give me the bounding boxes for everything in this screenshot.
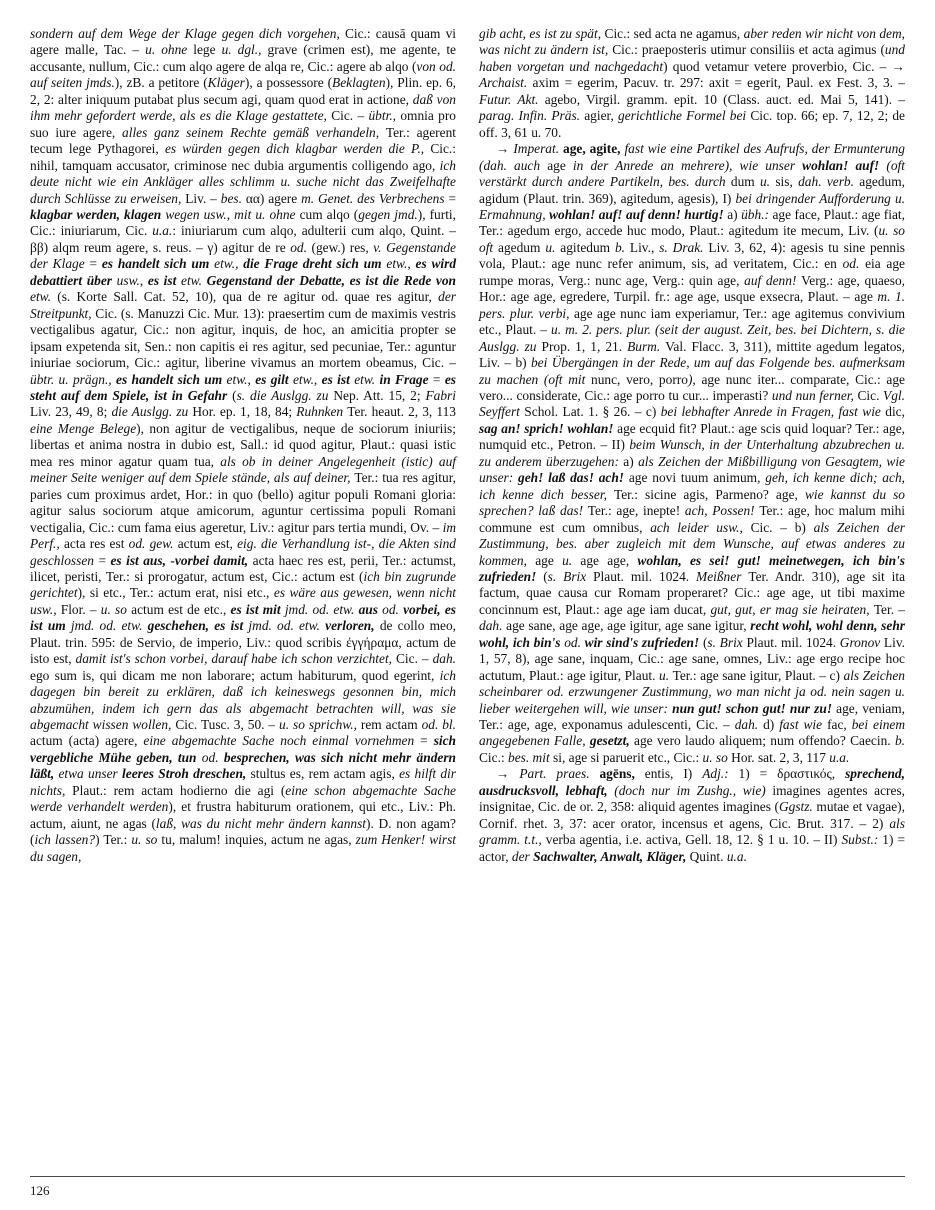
text-run: als ob in deiner Angelegenheit (istic) auf meiner Seite weniger auf dem Spiele stände, als auf deiner, bbox=[30, 453, 457, 486]
text-run: Liv. 1, 57, 8), age sane, inquam, Cic.: age sane, omnes, Liv.: age ergo recipe hoc actutum, Plaut.: age igitur, Plaut. bbox=[479, 634, 905, 683]
text-run: lege bbox=[193, 42, 222, 58]
text-run: Ter. – bbox=[873, 601, 905, 617]
text-run: als gramm. t.t., bbox=[479, 815, 905, 848]
text-run: ( bbox=[543, 568, 548, 584]
text-run: grave (crimen est), me agente, te accusante, nullum, Cic.: cum alqo agere de alqa re, Cic.: agere ab alqo ( bbox=[30, 42, 456, 74]
text-run: age face, Plaut.: age fiat, Ter.: agedum ergo, accede huc modo, Plaut.: agitedum ite mecum, Liv. ( bbox=[479, 206, 905, 239]
text-run: ), zB. a petitore ( bbox=[114, 75, 208, 91]
text-run: Imperat. bbox=[513, 141, 564, 157]
text-run: u. bbox=[545, 239, 561, 255]
text-run: Kläger bbox=[207, 75, 245, 91]
text-run: etwa unser bbox=[58, 766, 123, 782]
text-run: rem actam bbox=[360, 717, 422, 733]
text-run: Schol. Lat. 1. § 26. – c) bbox=[524, 404, 661, 420]
text-run: ), a possessore ( bbox=[244, 75, 333, 91]
text-run: Ggstz. bbox=[778, 799, 817, 815]
text-run: daß von ihm mehr gefordert werde, als es die Klage gestattete, bbox=[30, 91, 456, 124]
text-run: dah. bbox=[432, 651, 456, 667]
text-run: = bbox=[432, 371, 445, 387]
text-run: fac, bbox=[827, 717, 852, 733]
paragraph bbox=[479, 26, 905, 141]
text-run: Cic. – bbox=[395, 651, 433, 667]
text-run: wohlan! auf! bbox=[802, 157, 887, 173]
text-run: gegen jmd. bbox=[358, 206, 418, 222]
text-run: bei Übergängen in der Rede, um auf das Folgende bes. aufmerksam zu machen (oft mit bbox=[479, 355, 905, 387]
text-run: u. so bbox=[702, 749, 732, 765]
text-run: u. so sprichw., bbox=[279, 717, 361, 733]
text-run: Liv. 23, 49, 8; bbox=[30, 404, 112, 420]
text-run: Cic.: bbox=[479, 749, 509, 765]
text-run: age nunc iter... comparate, Cic.: age vero... considerate, Cic.: age porro tu cur... imperasti? bbox=[479, 371, 905, 403]
text-run: und nun ferner, bbox=[771, 387, 858, 403]
text-run: Ruhnken bbox=[296, 404, 348, 420]
text-run: der bbox=[511, 848, 534, 864]
text-run: bes. mit bbox=[508, 749, 554, 765]
text-run: b. bbox=[894, 733, 906, 749]
text-run: ), non agitur de vectigalibus, neque de sociorum iniuriis; libertas et anima nostra in dubio est, Sall.: id quod agitur, Plaut.: quasi istic mea res minor agatur quam tua, bbox=[30, 420, 456, 469]
text-run: fast wie eine Partikel des Aufrufs, der Ermunterung (dah. auch bbox=[479, 141, 905, 173]
text-run: mutae et vagae), Cornif. rhet. 3, 37: acer orator, incensus et agens, Cic. Brut. 317. – 2) bbox=[479, 799, 905, 831]
text-run: Gegenstand der Debatte, es ist die Rede von bbox=[206, 272, 456, 288]
text-run: ( bbox=[232, 387, 237, 403]
text-run: ich bin zugrunde gerichtet bbox=[30, 568, 456, 601]
text-run: in Frage bbox=[379, 371, 433, 387]
text-run: bes. bbox=[220, 190, 246, 206]
text-run: od. bl. bbox=[421, 717, 456, 733]
text-run: u. bbox=[759, 174, 776, 190]
text-run: wegen usw., mit u. ohne bbox=[165, 206, 300, 222]
text-run: ego sum is, qui dicam me non laborare; actum habiturum, quod egerint, bbox=[30, 667, 440, 683]
text-run: und haben vorgetan und nachgedacht bbox=[479, 42, 905, 74]
text-run: (gew.) res, bbox=[311, 239, 374, 255]
text-run: Archaist. bbox=[479, 75, 533, 91]
text-run: αα) agere bbox=[245, 190, 302, 206]
text-run: wohlan, es sei! gut! meinetwegen, ich bin's zufrieden! bbox=[479, 552, 905, 584]
text-run: als Zeichen der Mißbilligung von Gesagtem, wie unser: bbox=[479, 453, 905, 486]
text-run: etw. bbox=[30, 289, 58, 305]
text-run: 1) = actor, bbox=[479, 832, 905, 864]
text-run: entis, I) bbox=[644, 766, 703, 782]
text-run: Cic. top. 66; ep. 7, 12, 2; de off. 3, 61 u. 70. bbox=[479, 108, 906, 140]
text-run: geh, ich kenne dich; ach, ich kenne dich besser, bbox=[479, 470, 905, 502]
text-run: od. bbox=[290, 239, 312, 255]
text-run: Cic. – bbox=[331, 108, 369, 124]
text-run: recht wohl, wohl denn, sehr wohl, ich bin's bbox=[479, 618, 905, 650]
text-run: age ecquid fit? Plaut.: age scis quid loquar? Ter.: age, numquid etc., Petron. – II) bbox=[479, 420, 905, 453]
footer-divider bbox=[30, 1176, 905, 1177]
text-run: a) bbox=[727, 206, 742, 222]
text-run: age bbox=[547, 157, 573, 173]
text-run: ich deute nicht wie ein Ankläger alles schlimm u. suche nicht das Zweifelhafte durch Schlüsse zu erweisen, bbox=[30, 157, 456, 206]
text-run: es würden gegen dich klagbar werden die P., bbox=[164, 141, 431, 157]
text-run: acta haec res est, perii, Ter.: actumst, ilicet, peristi, Ter.: si prorogatur, actum est, Cic.: actum est ( bbox=[30, 552, 456, 584]
text-run: u. so oft bbox=[479, 223, 905, 255]
text-run: ), Plin. ep. 6, 2, 2: alter iniquum putabat plus secum agi, quam quod erat in actione, bbox=[30, 75, 457, 107]
text-run: sprechend, ausdrucksvoll, lebhaft, bbox=[479, 766, 905, 798]
text-run: = bbox=[98, 552, 111, 568]
text-run: Flor. – bbox=[60, 601, 101, 617]
text-run: ach leider usw., bbox=[650, 519, 751, 535]
text-run: age, agite, bbox=[563, 141, 625, 157]
text-run: die Frage dreht sich um bbox=[243, 256, 387, 272]
text-run: od. gew. bbox=[128, 536, 178, 552]
text-run: alles ganz seinem Rechte gemäß verhandeln, bbox=[122, 124, 386, 140]
text-run: ) Ter.: bbox=[95, 832, 132, 848]
text-run: laß, was du nicht mehr ändern kannst bbox=[155, 815, 367, 831]
text-run: Gronov bbox=[839, 634, 884, 650]
text-run: ach, Possen! bbox=[684, 503, 760, 519]
text-run: Ter. heaut. 2, 3, 113 bbox=[347, 404, 456, 420]
text-run: es ist mit bbox=[230, 601, 285, 617]
text-run: Hor. ep. 1, 18, 84; bbox=[192, 404, 297, 420]
text-run: bei dringender Aufforderung u. Ermahnung, bbox=[479, 190, 905, 222]
text-run: es handelt sich um bbox=[116, 371, 227, 387]
text-run: von od. auf seiten jmds. bbox=[30, 58, 456, 91]
text-run: Ter.: tua res agitur, paries cum proximus ardet, Hor.: in quo (bello) agitur populi Romani gloria: agitur salus sociorum atque amicorum, aguntur certissima populi Romani vectigalia, Cic.: cum fama eius ageretur, Liv.: agitur pars tertia mundi, Ov. – bbox=[30, 470, 456, 535]
text-run: Quint. bbox=[689, 848, 727, 864]
page-footer bbox=[30, 1176, 905, 1200]
text-run: eine Menge Belege bbox=[30, 420, 137, 436]
text-run: es wäre aus gewesen, wenn nicht usw., bbox=[30, 585, 456, 617]
text-run: es gilt bbox=[255, 371, 293, 387]
text-run: Plaut. mil. 1024. bbox=[746, 634, 840, 650]
text-run: gerichtliche Formel bei bbox=[618, 108, 751, 124]
text-run: die Auslgg. zu bbox=[111, 404, 193, 420]
text-run: de collo meo, Plaut. trin. 595: de Servio, de imperio, Liv.: quod scribis ἐγγήραμα, actum de isto est, bbox=[30, 618, 457, 667]
text-run: damit ist's schon vorbei, darauf habe ich schon verzichtet, bbox=[75, 651, 396, 667]
text-run: agedum bbox=[498, 239, 546, 255]
text-run: Plaut. mil. 1024. bbox=[593, 568, 697, 584]
text-run: Cic. Tusc. 3, 50. – bbox=[175, 717, 280, 733]
text-run: stultus es, rem actam agis, bbox=[250, 766, 400, 782]
text-run: wohlan! auf! auf denn! hurtig! bbox=[549, 206, 728, 222]
text-run: dah. bbox=[734, 717, 764, 733]
text-run: u.a. bbox=[829, 749, 850, 765]
text-run: besprechen, was sich nicht mehr ändern läßt, bbox=[30, 749, 456, 782]
text-run: Vgl. Seyffert bbox=[479, 387, 905, 420]
text-run: omnia pro suo iure agere, bbox=[30, 108, 456, 140]
text-run: in der Anrede an mehrere), wie unser bbox=[572, 157, 803, 173]
text-run: Part. praes. bbox=[519, 766, 600, 782]
text-run: tu, malum! inquies, actum ne agas, bbox=[161, 832, 356, 848]
text-run: parag. Infin. Präs. bbox=[479, 108, 585, 124]
text-run: v. Gegenstande der Klage bbox=[30, 239, 456, 272]
text-run: sis, bbox=[775, 174, 799, 190]
text-run: wir sind's zufrieden! bbox=[584, 634, 703, 650]
text-run: es ist bbox=[321, 371, 355, 387]
text-run: (s. Korte Sall. Cat. 52, 10), qua de re agitur od. quae res agitur, bbox=[57, 289, 439, 305]
text-run: agēns, bbox=[599, 766, 645, 782]
text-run: auf denn! bbox=[744, 272, 802, 288]
text-run: u. ohne bbox=[145, 42, 194, 58]
text-run: eine schon abgemachte Sache werde verhandelt werden bbox=[30, 782, 456, 815]
text-run: gesetzt, bbox=[589, 733, 635, 749]
text-run: ich dagegen bin bereit zu erklären, daß ich keineswegs gesonnen bin, mich abzumühen, indem ich gern das als abgemacht betrachten will, was sie abgemacht wissen wollen, bbox=[30, 667, 456, 733]
text-run: → bbox=[496, 766, 520, 782]
text-run: ), si etc., Ter.: actum erat, nisi etc., bbox=[77, 585, 274, 601]
text-run: u.a. bbox=[152, 223, 173, 239]
text-columns bbox=[30, 26, 905, 865]
text-run: sag an! sprich! wohlan! bbox=[479, 420, 618, 436]
text-run: u.a. bbox=[726, 848, 747, 864]
text-run: si, age si paruerit etc., Cic.: bbox=[553, 749, 703, 765]
text-run: gib acht, es ist zu spät, bbox=[479, 26, 605, 41]
text-run: dic, bbox=[885, 404, 905, 420]
text-run: sondern auf dem Wege der Klage gegen dich vorgehen, bbox=[30, 26, 345, 41]
text-run: Ter.: age, inepte! bbox=[587, 503, 685, 519]
text-run: Val. Flacc. 3, 311), mittite agedum legatos, Liv. – b) bbox=[479, 338, 905, 371]
text-run: eine abgemachte Sache noch einmal vornehmen bbox=[143, 733, 421, 749]
text-run: usw., bbox=[116, 272, 148, 288]
text-run: Cic.: sed acta ne agamus, bbox=[604, 26, 744, 41]
text-run: als Zeichen der Zustimmung, bes. aber zugleich mit dem Wunsche, auf etwas anderes zu kommen, bbox=[479, 519, 905, 568]
text-run: s. Brix bbox=[547, 568, 594, 584]
text-run: jmd. od. etw. bbox=[248, 618, 326, 634]
text-run: Liv. 3, 62, 4): agesis tu sine pennis vola, Plaut.: age nunc refer animum, sis, ad veritatem, Cic.: en bbox=[479, 239, 906, 272]
text-run: agebo, Virgil. gramm. epit. 10 (Class. auct. ed. Mai 5, 141). – bbox=[544, 91, 905, 107]
text-run: dum bbox=[730, 174, 760, 190]
text-run: geh! laß das! ach! bbox=[518, 470, 629, 486]
text-run: verba agentia, i.e. activa, Gell. 18, 12. § 1 u. 10. – II) bbox=[545, 832, 842, 848]
text-run: Fabri bbox=[425, 387, 456, 403]
text-run: u. m. 2. pers. plur. (seit der august. Zeit, bes. bei Dichtern, s. die Auslgg. zu bbox=[479, 322, 905, 354]
text-run: Ter.: agerent tecum lege Pythagorei, bbox=[30, 124, 456, 157]
text-run: Nep. Att. 15, 2; bbox=[333, 387, 426, 403]
text-run: nunc, vero, porro bbox=[591, 371, 688, 387]
text-run: ). D. non agam? ( bbox=[30, 815, 456, 848]
text-run: actum est, bbox=[177, 536, 238, 552]
text-run: klagbar werden, klagen bbox=[30, 206, 166, 222]
text-run: Futur. Akt. bbox=[479, 91, 545, 107]
text-run: imagines agentes acres, insignitae, Cic. de or. 2, 358: aliquid agentes imagines ( bbox=[479, 782, 906, 815]
text-run: gut, gut, er mag sie heiraten, bbox=[710, 601, 874, 617]
text-run: etw., bbox=[226, 371, 256, 387]
text-run: u. bbox=[659, 667, 673, 683]
text-run: ich lassen? bbox=[34, 832, 96, 848]
text-run: Beklagten bbox=[332, 75, 386, 91]
text-run: Cic.: praeposteris utimur consiliis et acta agimus ( bbox=[612, 42, 885, 58]
text-run: age, veniam, Ter.: age, age, exponamus adulescenti, Cic. – bbox=[479, 700, 906, 733]
text-run: verloren, bbox=[325, 618, 380, 634]
text-run: Liv., bbox=[629, 239, 660, 255]
text-run: s. die Auslgg. zu bbox=[236, 387, 334, 403]
text-run: geschehen, es ist bbox=[147, 618, 249, 634]
text-run: od. bbox=[382, 601, 404, 617]
text-run: u. bbox=[562, 552, 581, 568]
text-run: = bbox=[448, 190, 457, 206]
text-run: vorbei, es ist um bbox=[30, 601, 456, 634]
text-run: zum Henker! wirst du sagen, bbox=[30, 832, 457, 864]
text-run: Adj.: bbox=[702, 766, 739, 782]
text-run: beim Wunsch, in der Unterhaltung abzubrechen u. zu anderem überzugehen: bbox=[479, 437, 905, 469]
paragraph bbox=[479, 141, 905, 766]
page-number: 126 bbox=[30, 1183, 50, 1198]
text-run: bei lebhafter Anrede in Fragen, fast wie bbox=[660, 404, 886, 420]
text-run: acta res est bbox=[63, 536, 129, 552]
text-run: Cic. (s. Manuzzi Cic. Mur. 13): praesertim cum de maximis vestris vectigalibus agatur, Cic.: non agitur, inquis, de hoc, an amicitia propter se ipsam expetenda sit, Sen.: non capitis ei res agitur, sed pecuniae, Ter.: aguntur iniuriae sociorum, Cic.: agitur, liberine vivamus an mortem obeamus, Cic. – bbox=[30, 305, 456, 371]
text-run: fast wie bbox=[779, 717, 828, 733]
paragraph bbox=[479, 766, 905, 865]
text-run: Meißner bbox=[696, 568, 749, 584]
text-run: es ist bbox=[147, 272, 181, 288]
text-run: m. 1. pers. plur. verbi, bbox=[479, 289, 905, 321]
text-run: etw., bbox=[386, 256, 416, 272]
text-run: es wird debattiert über bbox=[30, 256, 457, 288]
text-run: es handelt sich um bbox=[101, 256, 215, 272]
text-run: ( bbox=[702, 634, 708, 650]
text-run: Ter. Andr. 310), age sit ita factum, quae causa cur Romam properaret? Cic.: age age, ut tibi maxime concinnum est, Plaut.: age age iam ducat, bbox=[479, 568, 906, 617]
text-run: jmd. od. etw. bbox=[284, 601, 359, 617]
text-run: Cic.: nihil, tamquam accusator, criminose nec dubia argumentis colligendo ago, bbox=[30, 141, 456, 173]
text-run: od. bbox=[842, 256, 866, 272]
text-run: dah. verb. bbox=[798, 174, 860, 190]
text-run: Cic.: causā quam vi agere malle, Tac. – bbox=[30, 26, 456, 58]
text-run: Liv. – bbox=[185, 190, 221, 206]
text-run: s. Brix bbox=[707, 634, 747, 650]
text-run: age novi tuum animum, bbox=[628, 470, 766, 486]
text-run: age age nunc iam experiamur, Ter.: age agitemus convivium etc., Plaut. – bbox=[479, 305, 905, 338]
text-run: jmd. od. etw. bbox=[70, 618, 148, 634]
text-run: ) quod vetamur vetere proverbio, Cic. – → bbox=[663, 58, 906, 74]
text-run: etw., bbox=[292, 371, 322, 387]
text-run: nun gut! schon gut! nur zu! bbox=[672, 700, 837, 716]
text-run: a) bbox=[623, 453, 639, 469]
text-run: od. bbox=[201, 749, 224, 765]
text-run: agitedum bbox=[560, 239, 615, 255]
text-run: Ter.: age, hoc malum mihi commune est cum omnibus, bbox=[479, 503, 905, 535]
text-run: u. so bbox=[100, 601, 132, 617]
text-run: Subst.: bbox=[841, 832, 883, 848]
column-left bbox=[30, 26, 456, 865]
text-run: d) bbox=[763, 717, 780, 733]
text-run: (oft verstärkt durch andere Partikeln, bes. durch bbox=[479, 157, 905, 190]
text-run: m. Genet. des Verbrechens bbox=[301, 190, 449, 206]
text-run: dah. bbox=[479, 618, 507, 634]
text-run: ), bbox=[687, 371, 702, 387]
text-run: der Streitpunkt, bbox=[30, 289, 457, 321]
column-right bbox=[479, 26, 905, 865]
text-run: od. bbox=[564, 634, 585, 650]
text-run: Burm. bbox=[627, 338, 666, 354]
text-run: Cic. bbox=[857, 387, 884, 403]
text-run: Ter.: age sane igitur, Plaut. – c) bbox=[672, 667, 844, 683]
text-run: etw. bbox=[181, 272, 207, 288]
text-run: es steht auf dem Spiele, ist in Gefahr bbox=[30, 371, 456, 403]
text-run: Prop. 1, 1, 21. bbox=[541, 338, 628, 354]
text-run: ), furti, Cic.: iniuriarum, Cic. bbox=[30, 206, 457, 239]
text-run: agedum, agidum (Plaut. trin. 369), agitedum, agesis), I) bbox=[479, 174, 906, 206]
text-run: ), et frustra habiturum orationem, qui etc., Liv.: Ph. actum, aiunt, ne agas ( bbox=[30, 799, 457, 831]
text-run: actum est de etc., bbox=[131, 601, 231, 617]
text-run: Cic. – b) bbox=[750, 519, 814, 535]
text-run: axim = egerim, Pacuv. tr. 297: axit = egerit, Paul. ex Fest. 3, 3. – bbox=[532, 75, 905, 91]
text-run: actum (acta) agere, bbox=[30, 733, 144, 749]
text-run: → bbox=[496, 141, 514, 157]
text-run: u. dgl., bbox=[221, 42, 268, 58]
text-run: 1) = δραστικός, bbox=[738, 766, 846, 782]
text-run: Verg.: age, quaeso, Hor.: age age, egredere, Turpil. fr.: age age, usque exsecra, Plaut. – age bbox=[479, 272, 905, 305]
text-run: age bbox=[535, 552, 563, 568]
text-run: b. bbox=[614, 239, 630, 255]
text-run: age sane, age age, age igitur, age sane igitur, bbox=[506, 618, 751, 634]
text-run: etw. bbox=[354, 371, 380, 387]
text-run: etw., bbox=[214, 256, 244, 272]
text-run: übh.: bbox=[741, 206, 773, 222]
text-run: : iniuriarum cum alqo, adulterii cum alqo, Quint. – ββ) alqm reum agere, s. reus. – γ) agitur de re bbox=[30, 223, 456, 255]
text-run: sich vergebliche Mühe geben, tun bbox=[30, 733, 457, 765]
text-run: cum alqo ( bbox=[299, 206, 359, 222]
text-run: age vero laudo aliquem; num offendo? Caecin. bbox=[634, 733, 895, 749]
text-run: eig. die Verhandlung ist-, die Akten sind geschlossen bbox=[30, 536, 456, 568]
text-run: übtr. u. prägn., bbox=[30, 371, 117, 387]
text-run: = bbox=[420, 733, 434, 749]
text-run: leeres Stroh dreschen, bbox=[122, 766, 251, 782]
text-run: Sachwalter, Anwalt, Kläger, bbox=[533, 848, 690, 864]
text-run: es ist aus, -vorbei damit, bbox=[110, 552, 253, 568]
text-run: Ter.: sicine agis, Parmeno? age, bbox=[613, 486, 805, 502]
text-run: aber reden wir nicht von dem, was nicht zu ändern ist, bbox=[479, 26, 905, 58]
text-run: im Perf., bbox=[30, 519, 456, 552]
text-run: eia age rumpe moras, Verg.: nunc age, Verg.: quin age, bbox=[479, 256, 905, 288]
text-run: s. Drak. bbox=[659, 239, 709, 255]
text-run: age age, bbox=[580, 552, 638, 568]
text-run: u. so bbox=[131, 832, 162, 848]
text-run: = bbox=[89, 256, 102, 272]
text-run: wie kannst du so sprechen? laß das! bbox=[479, 486, 905, 519]
text-run: es hilft dir nichts, bbox=[30, 766, 456, 798]
text-run: aus bbox=[358, 601, 383, 617]
text-run: Hor. sat. 2, 3, 117 bbox=[731, 749, 830, 765]
text-run: als Zeichen scheinbarer od. erzwungener Zustimmung, wo man nicht ja od. nein sagen u. lieber weitergehen will, wie unser: bbox=[479, 667, 905, 716]
text-run: agier, bbox=[584, 108, 618, 124]
text-run: (doch nur im Zushg., wie) bbox=[614, 782, 773, 798]
paragraph bbox=[30, 26, 456, 865]
text-run: bei einem angegebenen Falle, bbox=[479, 717, 906, 749]
text-run: Plaut.: rem actam hodierno die agi ( bbox=[72, 782, 286, 798]
text-run: übtr., bbox=[368, 108, 401, 124]
